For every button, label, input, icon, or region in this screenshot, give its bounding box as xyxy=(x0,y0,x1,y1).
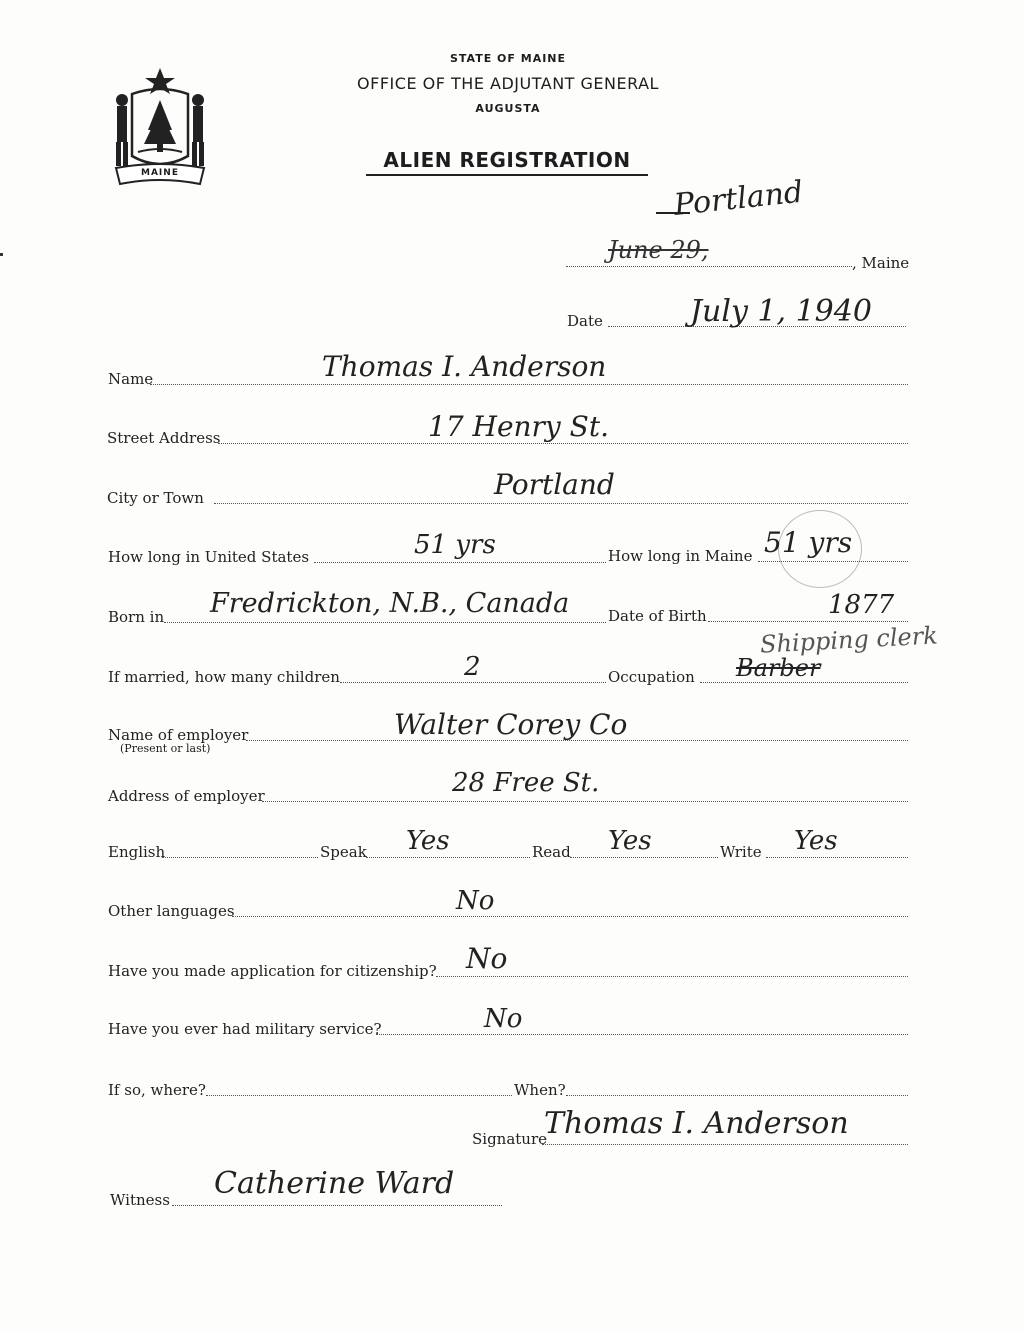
header-state: STATE OF MAINE xyxy=(449,52,567,65)
speak-label: Speak xyxy=(320,843,367,861)
place-line xyxy=(566,266,852,267)
employer-address-line xyxy=(262,801,908,802)
witness-label: Witness xyxy=(110,1191,170,1209)
employer-value: Walter Corey Co xyxy=(394,708,628,741)
children-line xyxy=(340,682,606,683)
city-value: Portland xyxy=(494,468,615,501)
military-value: No xyxy=(484,1004,523,1034)
speak-value: Yes xyxy=(406,826,450,856)
other-langs-value: No xyxy=(456,886,495,916)
military-line xyxy=(376,1034,908,1035)
us-duration-value: 51 yrs xyxy=(414,530,496,560)
write-label: Write xyxy=(720,843,762,861)
name-label: Name xyxy=(108,370,154,388)
speak-line xyxy=(366,857,530,858)
witness-value: Catherine Ward xyxy=(214,1166,455,1201)
town-strikethrough xyxy=(656,212,690,214)
occupation-line xyxy=(700,682,908,683)
header-office: OFFICE OF THE ADJUTANT GENERAL xyxy=(357,74,659,93)
write-line xyxy=(766,857,908,858)
children-label: If married, how many children xyxy=(108,668,340,686)
city-line xyxy=(214,503,908,504)
employer-address-label: Address of employer xyxy=(108,787,265,805)
born-in-label: Born in xyxy=(108,608,165,626)
other-langs-line xyxy=(232,916,908,917)
street-line xyxy=(218,443,908,444)
born-in-line xyxy=(164,622,606,623)
dob-value: 1877 xyxy=(828,590,895,620)
signature-line xyxy=(542,1144,908,1145)
us-duration-line xyxy=(314,562,606,563)
maine-duration-line xyxy=(758,561,908,562)
dob-label: Date of Birth xyxy=(608,607,707,625)
other-langs-label: Other languages xyxy=(108,902,235,920)
signature-label: Signature xyxy=(472,1130,548,1148)
where-label: If so, where? xyxy=(108,1081,206,1099)
us-duration-label: How long in United States xyxy=(108,548,310,566)
employer-note: (Present or last) xyxy=(120,742,211,755)
town-handwritten: Portland xyxy=(672,174,805,223)
employer-label: Name of employer xyxy=(108,726,249,744)
maine-duration-value: 51 yrs xyxy=(764,526,853,559)
citizenship-label: Have you made application for citizenship? xyxy=(108,962,437,980)
children-value: 2 xyxy=(464,652,481,682)
occupation-value: Shipping clerk xyxy=(759,621,939,659)
read-label: Read xyxy=(532,843,571,861)
write-value: Yes xyxy=(794,826,838,856)
city-label: City or Town xyxy=(107,489,204,507)
maine-state-seal-icon xyxy=(108,64,212,192)
where-line xyxy=(206,1095,512,1096)
struck-date: June 29, xyxy=(608,236,709,264)
date-value: July 1, 1940 xyxy=(690,294,872,329)
citizenship-value: No xyxy=(466,942,508,975)
name-value: Thomas I. Anderson xyxy=(322,350,607,383)
street-value: 17 Henry St. xyxy=(428,410,609,443)
page-title: ALIEN REGISTRATION xyxy=(366,148,648,176)
street-label: Street Address xyxy=(107,429,221,447)
seal-banner-text: MAINE xyxy=(141,168,179,178)
margin-mark xyxy=(0,253,3,256)
read-value: Yes xyxy=(608,826,652,856)
occupation-struck: Barber xyxy=(736,654,821,682)
english-line xyxy=(162,857,318,858)
name-line xyxy=(150,384,908,385)
witness-line xyxy=(172,1205,502,1206)
dob-line xyxy=(708,621,908,622)
employer-address-value: 28 Free St. xyxy=(452,768,600,798)
when-line xyxy=(566,1095,908,1096)
signature-value: Thomas I. Anderson xyxy=(544,1106,849,1141)
citizenship-line xyxy=(436,976,908,977)
when-label: When? xyxy=(514,1081,566,1099)
military-label: Have you ever had military service? xyxy=(108,1020,382,1038)
occupation-label: Occupation xyxy=(608,668,695,686)
english-label: English xyxy=(108,843,166,861)
date-label: Date xyxy=(567,312,603,330)
header-city: AUGUSTA xyxy=(475,102,541,115)
state-suffix: , Maine xyxy=(852,254,910,272)
born-in-value: Fredrickton, N.B., Canada xyxy=(210,588,570,619)
maine-duration-label: How long in Maine xyxy=(608,547,753,565)
read-line xyxy=(570,857,718,858)
